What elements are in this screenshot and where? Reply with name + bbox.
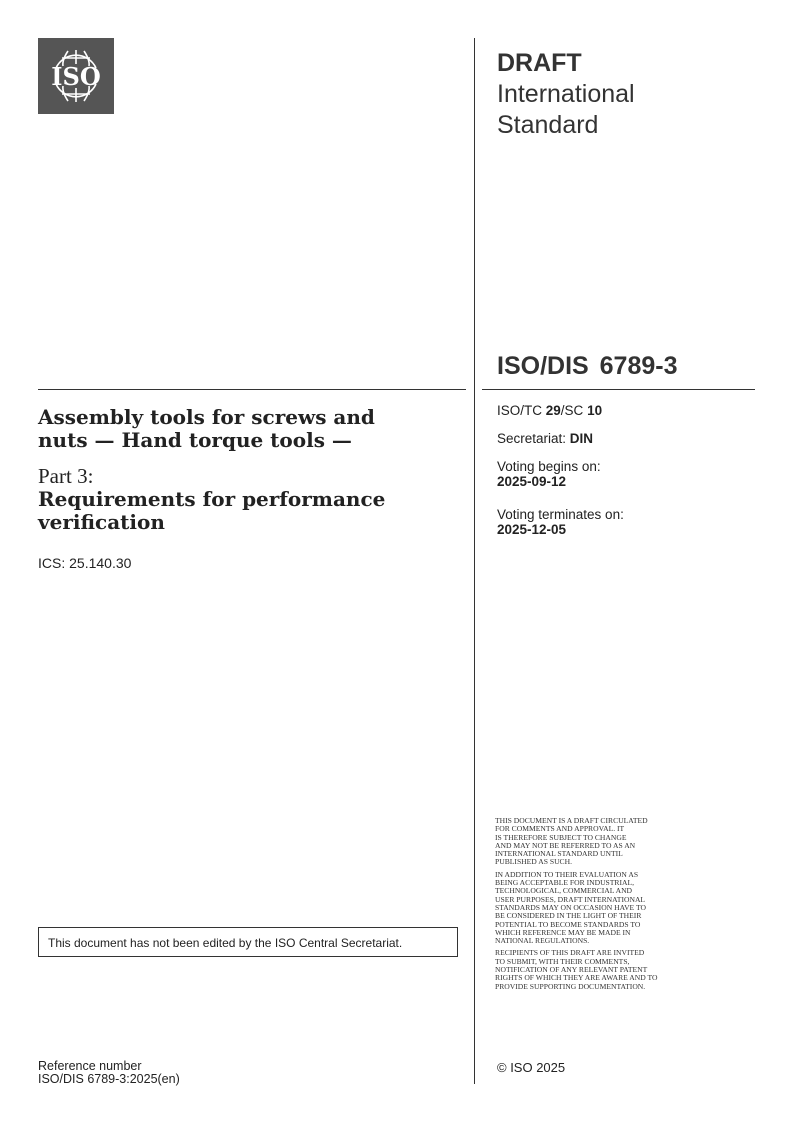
disclaimer-line: RECIPIENTS OF THIS DRAFT ARE INVITED [495, 948, 645, 958]
part-title: Requirements for performance verification [38, 487, 386, 534]
horizontal-divider-right [482, 389, 755, 390]
document-number: ISO/DIS 6789-3 [497, 352, 678, 380]
disclaimer-line: IS THEREFORE SUBJECT TO CHANGE [495, 832, 627, 842]
reference-value: ISO/DIS 6789-3:2025(en) [38, 1072, 180, 1086]
editing-notice: This document has not been edited by the ISO Central Secretariat. [38, 927, 458, 957]
iso-logo [38, 38, 114, 114]
part-heading [38, 465, 438, 534]
committee: ISO/TC 29/SC 10 [497, 403, 603, 418]
disclaimer-line: BEING ACCEPTABLE FOR INDUSTRIAL, [495, 878, 635, 888]
draft-label: DRAFT [497, 49, 582, 77]
disclaimer-line: IN ADDITION TO THEIR EVALUATION AS [495, 869, 639, 879]
disclaimer-paragraph-2 [495, 871, 657, 946]
disclaimer-line: TO SUBMIT, WITH THEIR COMMENTS, [495, 956, 630, 966]
draft-disclaimer [495, 817, 657, 995]
disclaimer-line: TECHNOLOGICAL, COMMERCIAL AND [495, 886, 633, 896]
svg-text:ISO: ISO [51, 62, 101, 91]
disclaimer-line: PUBLISHED AS SUCH. [495, 857, 573, 867]
disclaimer-line: WHICH REFERENCE MAY BE MADE IN [495, 927, 631, 937]
international-label: International [497, 80, 635, 108]
copyright: © ISO 2025 [497, 1060, 566, 1075]
disclaimer-line: PROVIDE SUPPORTING DOCUMENTATION. [495, 981, 646, 991]
voting-begins: Voting begins on: 2025-09-12 [497, 459, 601, 489]
standard-label: Standard [497, 111, 599, 139]
disclaimer-paragraph-3 [495, 949, 657, 990]
disclaimer-paragraph-1 [495, 817, 657, 867]
disclaimer-line: STANDARDS MAY ON OCCASION HAVE TO [495, 902, 646, 912]
disclaimer-line: FOR COMMENTS AND APPROVAL. IT [495, 824, 625, 834]
horizontal-divider-left [38, 389, 466, 390]
part-label: Part 3: [38, 464, 94, 488]
disclaimer-line: INTERNATIONAL STANDARD UNTIL [495, 849, 623, 859]
disclaimer-line: NOTIFICATION OF ANY RELEVANT PATENT [495, 965, 648, 975]
vertical-divider [474, 38, 475, 1084]
disclaimer-line: NATIONAL REGULATIONS. [495, 936, 590, 946]
voting-terminates: Voting terminates on: 2025-12-05 [497, 507, 624, 537]
ics-code: ICS: 25.140.30 [38, 555, 132, 571]
disclaimer-line: USER PURPOSES, DRAFT INTERNATIONAL [495, 894, 646, 904]
disclaimer-line: BE CONSIDERED IN THE LIGHT OF THEIR [495, 911, 642, 921]
disclaimer-line: THIS DOCUMENT IS A DRAFT CIRCULATED [495, 816, 648, 825]
reference-number [38, 1060, 180, 1086]
disclaimer-line: POTENTIAL TO BECOME STANDARDS TO [495, 919, 641, 929]
reference-label: Reference number [38, 1059, 142, 1073]
document-type-heading [497, 48, 635, 141]
disclaimer-line: AND MAY NOT BE REFERRED TO AS AN [495, 840, 636, 850]
secretariat: Secretariat: DIN [497, 431, 594, 446]
document-title: Assembly tools for screws and nuts — Hand torque tools — [38, 405, 375, 452]
disclaimer-line: RIGHTS OF WHICH THEY ARE AWARE AND TO [495, 973, 658, 983]
